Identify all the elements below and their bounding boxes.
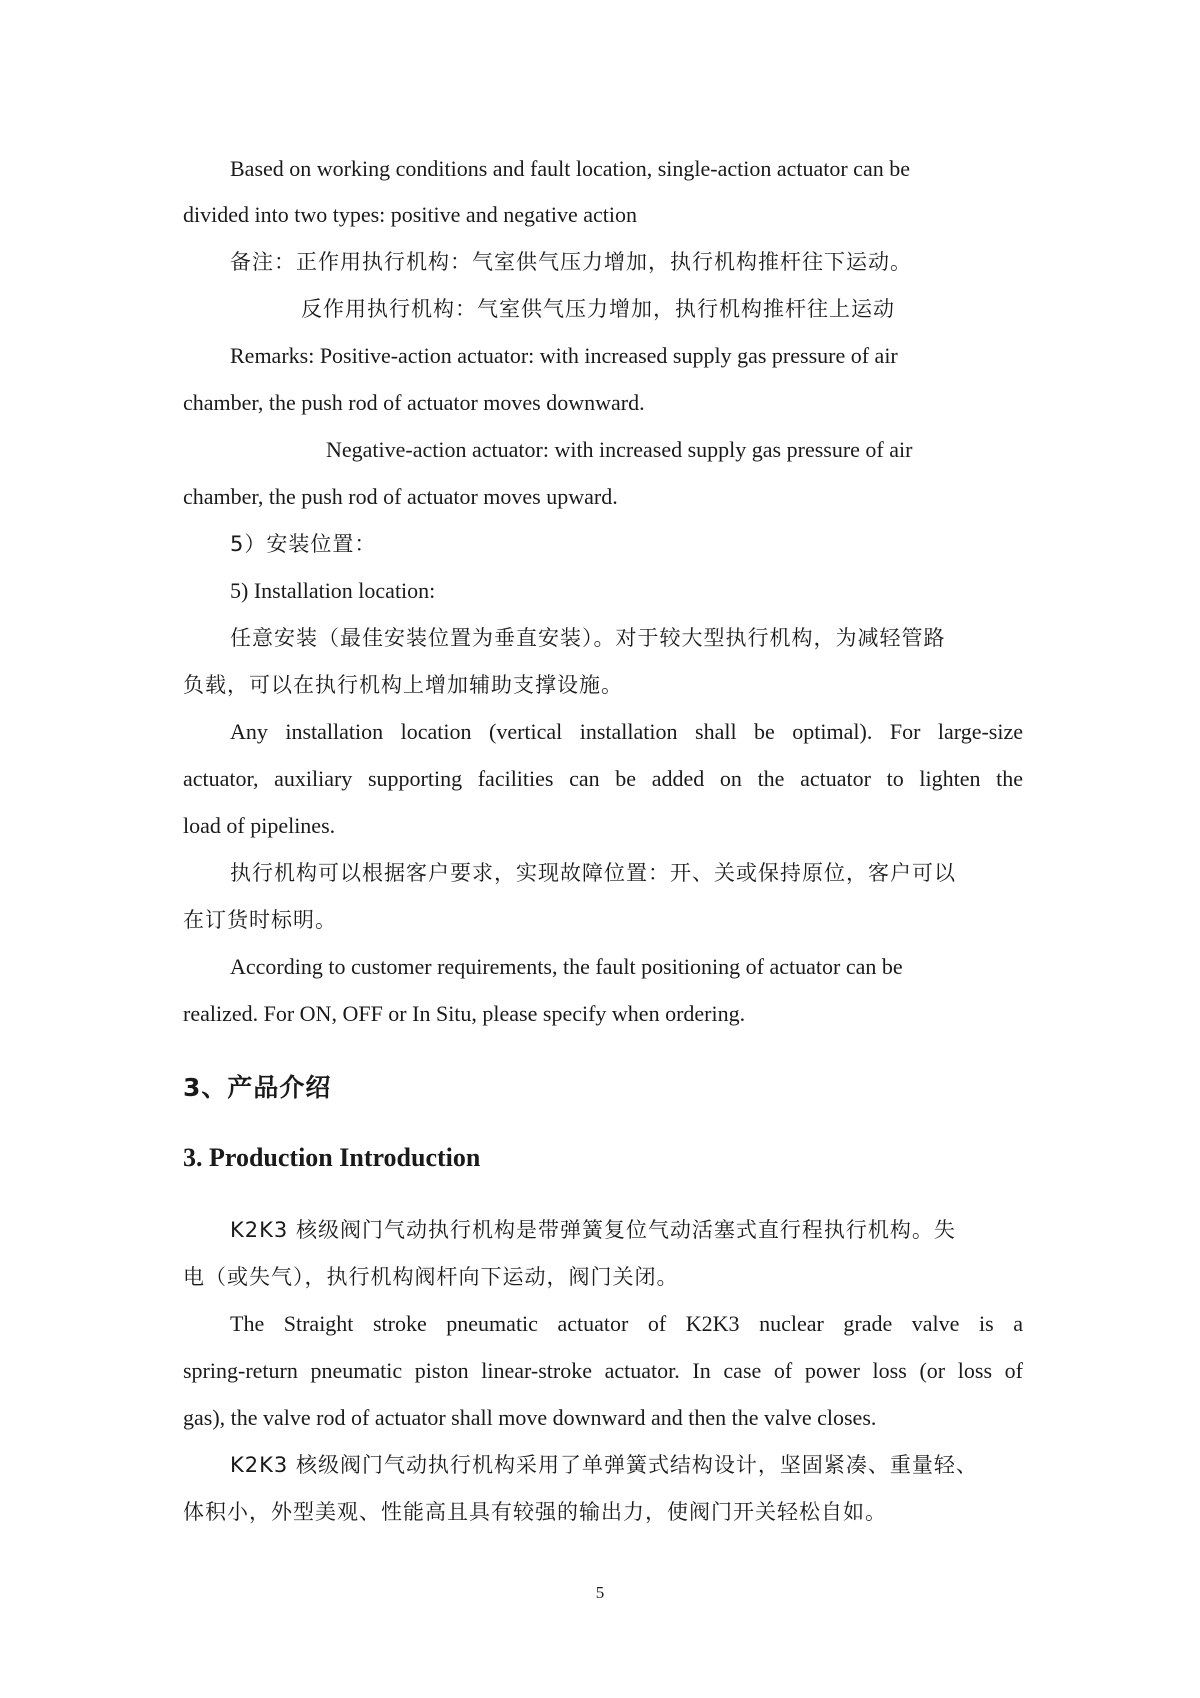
subsection-heading: 5）安装位置： — [230, 532, 377, 556]
paragraph-line: 体积小，外型美观、性能高且具有较强的输出力，使阀门开关轻松自如。 — [183, 1500, 887, 1524]
paragraph-line: 电（或失气），执行机构阀杆向下运动，阀门关闭。 — [183, 1265, 679, 1289]
remark-line: Remarks: Positive-action actuator: with increased supply gas pressure of air — [230, 343, 898, 368]
paragraph-line: spring-return pneumatic piston linear-stroke actuator. In case of power loss (or loss of — [183, 1358, 1023, 1383]
section-title-en: 3. Production Introduction — [183, 1143, 481, 1172]
paragraph-line: 执行机构可以根据客户要求，实现故障位置：开、关或保持原位，客户可以 — [230, 861, 956, 885]
paragraph-line: gas), the valve rod of actuator shall move downward and then the valve closes. — [183, 1405, 877, 1430]
paragraph-line: The Straight stroke pneumatic actuator of K2K3 nuclear grade valve is a — [230, 1311, 1023, 1336]
paragraph-line: 在订货时标明。 — [183, 908, 337, 932]
paragraph-line: Based on working conditions and fault location, single-action actuator can be — [230, 156, 910, 181]
paragraph-line: According to customer requirements, the fault positioning of actuator can be — [230, 954, 903, 979]
remark-line: 反作用执行机构：气室供气压力增加，执行机构推杆往上运动 — [301, 297, 895, 321]
subsection-heading: 5) Installation location: — [230, 578, 436, 603]
paragraph-line: Any installation location (vertical installation shall be optimal). For large-size — [230, 719, 1023, 744]
paragraph-line: load of pipelines. — [183, 813, 336, 838]
remark-line: chamber, the push rod of actuator moves downward. — [183, 390, 645, 415]
paragraph-line: divided into two types: positive and negative action — [183, 202, 637, 227]
section-title-cn: 3、产品介绍 — [183, 1073, 332, 1102]
paragraph-line: K2K3 核级阀门气动执行机构是带弹簧复位气动活塞式直行程执行机构。失 — [230, 1218, 956, 1242]
remark-line: chamber, the push rod of actuator moves upward. — [183, 484, 618, 509]
paragraph-line: 任意安装（最佳安装位置为垂直安装）。对于较大型执行机构，为减轻管路 — [230, 626, 946, 650]
paragraph-line: 负载，可以在执行机构上增加辅助支撑设施。 — [183, 673, 623, 697]
paragraph-line: K2K3 核级阀门气动执行机构采用了单弹簧式结构设计，坚固紧凑、重量轻、 — [230, 1453, 978, 1477]
remark-line: Negative-action actuator: with increased supply gas pressure of air — [326, 437, 913, 462]
page-number: 5 — [595, 1583, 605, 1602]
remark-line: 备注：正作用执行机构：气室供气压力增加，执行机构推杆往下运动。 — [230, 250, 912, 274]
paragraph-line: actuator, auxiliary supporting facilities can be added on the actuator to lighten the — [183, 766, 1023, 791]
paragraph-line: realized. For ON, OFF or In Situ, please specify when ordering. — [183, 1001, 746, 1026]
